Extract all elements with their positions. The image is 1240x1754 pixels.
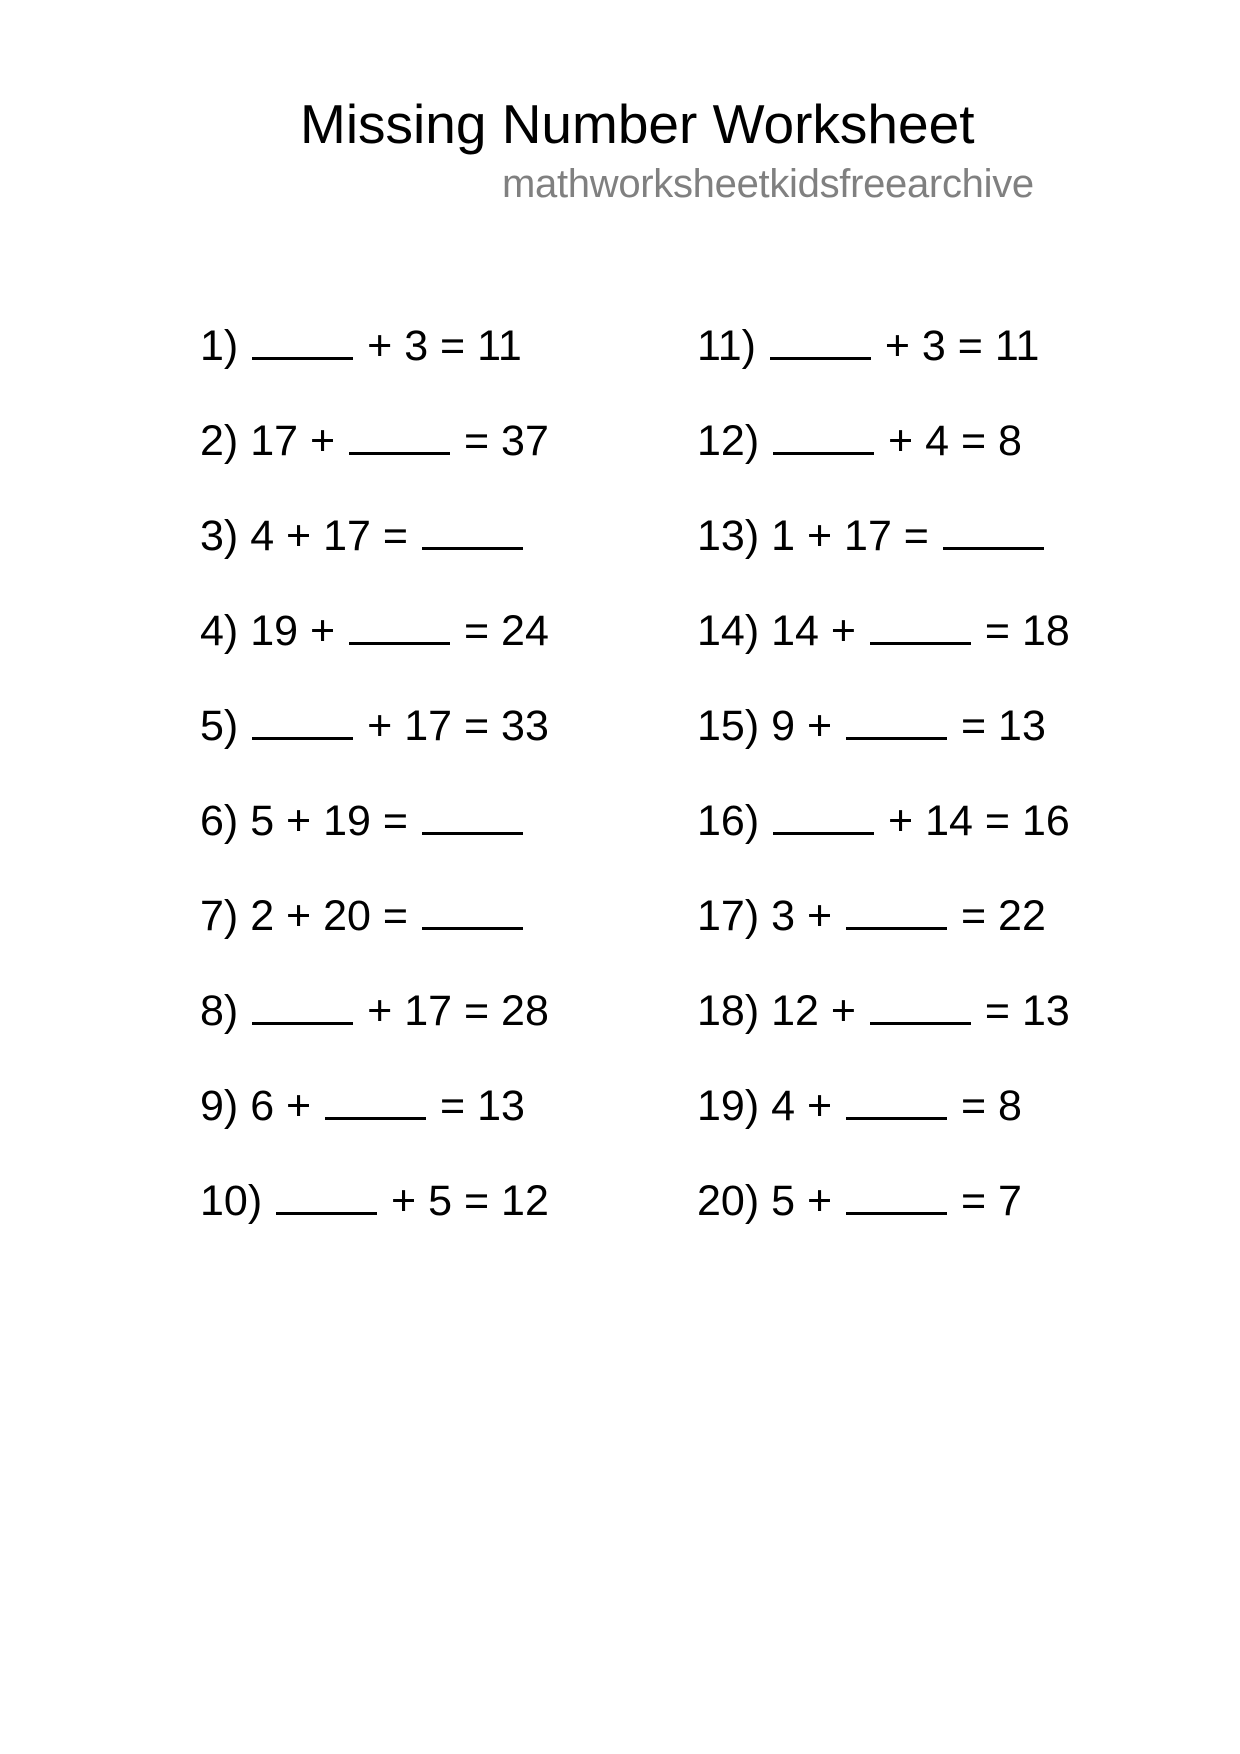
page-subtitle: mathworksheetkidsfreearchive bbox=[502, 162, 1034, 206]
problem-left-expression: 19 + bbox=[250, 607, 348, 655]
problem-column-left bbox=[200, 322, 549, 1292]
problem-item bbox=[697, 322, 1070, 417]
answer-blank[interactable] bbox=[422, 897, 523, 930]
answer-blank[interactable] bbox=[943, 517, 1044, 550]
problem-number: 7) bbox=[200, 892, 251, 940]
problem-item bbox=[697, 417, 1070, 512]
problem-number: 16) bbox=[697, 797, 772, 845]
problem-number: 3) bbox=[200, 512, 251, 560]
answer-blank[interactable] bbox=[846, 707, 947, 740]
problem-item bbox=[200, 512, 549, 607]
answer-blank[interactable] bbox=[770, 327, 871, 360]
problem-number: 13) bbox=[697, 512, 772, 560]
problem-left-expression: 6 + bbox=[250, 1082, 324, 1130]
problem-right-expression: + 3 = 11 bbox=[355, 322, 522, 370]
problem-left-expression: 4 + bbox=[771, 1082, 845, 1130]
problem-number: 4) bbox=[200, 607, 251, 655]
problem-item bbox=[200, 417, 549, 512]
problem-right-expression: = 13 bbox=[949, 702, 1046, 750]
page-title bbox=[0, 92, 1240, 156]
problem-item bbox=[697, 987, 1070, 1082]
problem-number: 6) bbox=[200, 797, 251, 845]
problem-left-expression: 5 + bbox=[771, 1177, 845, 1225]
problem-left-expression: 1 + 17 = bbox=[771, 512, 941, 560]
problem-left-expression: 12 + bbox=[771, 987, 868, 1035]
problem-number: 1) bbox=[200, 322, 251, 370]
problem-left-expression: 4 + 17 = bbox=[250, 512, 420, 560]
problem-right-expression: + 17 = 28 bbox=[355, 987, 549, 1035]
answer-blank[interactable] bbox=[276, 1182, 377, 1215]
page-title-text: Missing Number Worksheet bbox=[300, 93, 975, 155]
problem-right-expression: = 8 bbox=[949, 1082, 1022, 1130]
problem-number: 15) bbox=[697, 702, 772, 750]
answer-blank[interactable] bbox=[349, 612, 450, 645]
problem-number: 10) bbox=[200, 1177, 275, 1225]
answer-blank[interactable] bbox=[846, 1182, 947, 1215]
problem-item bbox=[200, 322, 549, 417]
problem-right-expression: + 17 = 33 bbox=[355, 702, 549, 750]
answer-blank[interactable] bbox=[252, 992, 353, 1025]
problem-item bbox=[200, 797, 549, 892]
problem-number: 14) bbox=[697, 607, 772, 655]
problem-number: 9) bbox=[200, 1082, 251, 1130]
problem-number: 11) bbox=[697, 322, 768, 370]
problem-number: 18) bbox=[697, 987, 772, 1035]
problem-number: 20) bbox=[697, 1177, 772, 1225]
problem-right-expression: = 7 bbox=[949, 1177, 1022, 1225]
problem-right-expression: = 37 bbox=[452, 417, 549, 465]
problem-left-expression: 5 + 19 = bbox=[250, 797, 420, 845]
problem-right-expression: + 3 = 11 bbox=[872, 322, 1040, 370]
answer-blank[interactable] bbox=[252, 327, 353, 360]
answer-blank[interactable] bbox=[773, 802, 874, 835]
problem-item bbox=[200, 607, 549, 702]
problem-number: 8) bbox=[200, 987, 251, 1035]
problem-right-expression: = 24 bbox=[452, 607, 549, 655]
problem-right-expression: + 14 = 16 bbox=[876, 797, 1070, 845]
problem-column-right bbox=[697, 322, 1070, 1292]
problem-number: 2) bbox=[200, 417, 251, 465]
problem-right-expression: = 13 bbox=[972, 987, 1070, 1035]
problem-item bbox=[697, 797, 1070, 892]
problem-right-expression: = 13 bbox=[428, 1082, 525, 1130]
problem-number: 5) bbox=[200, 702, 251, 750]
answer-blank[interactable] bbox=[422, 802, 523, 835]
problem-right-expression: = 22 bbox=[949, 892, 1046, 940]
answer-blank[interactable] bbox=[846, 1087, 947, 1120]
problem-item bbox=[697, 892, 1070, 987]
answer-blank[interactable] bbox=[846, 897, 947, 930]
problem-left-expression: 2 + 20 = bbox=[250, 892, 420, 940]
problem-right-expression: = 18 bbox=[972, 607, 1070, 655]
problem-item bbox=[200, 702, 549, 797]
answer-blank[interactable] bbox=[870, 612, 971, 645]
problem-left-expression: 17 + bbox=[250, 417, 348, 465]
answer-blank[interactable] bbox=[325, 1087, 426, 1120]
problem-item bbox=[697, 607, 1070, 702]
answer-blank[interactable] bbox=[773, 422, 874, 455]
problem-number: 12) bbox=[697, 417, 772, 465]
answer-blank[interactable] bbox=[349, 422, 450, 455]
problem-number: 19) bbox=[697, 1082, 772, 1130]
problem-item bbox=[200, 987, 549, 1082]
answer-blank[interactable] bbox=[252, 707, 353, 740]
problem-right-expression: + 5 = 12 bbox=[379, 1177, 549, 1225]
problem-item bbox=[697, 1082, 1070, 1177]
problem-left-expression: 9 + bbox=[771, 702, 845, 750]
answer-blank[interactable] bbox=[422, 517, 523, 550]
problem-item bbox=[697, 512, 1070, 607]
problem-item bbox=[697, 1177, 1070, 1272]
problem-item bbox=[697, 702, 1070, 797]
problem-item bbox=[200, 1082, 549, 1177]
problem-number: 17) bbox=[697, 892, 772, 940]
problem-item bbox=[200, 892, 549, 987]
problem-left-expression: 3 + bbox=[771, 892, 845, 940]
problem-left-expression: 14 + bbox=[771, 607, 868, 655]
problem-right-expression: + 4 = 8 bbox=[876, 417, 1022, 465]
problem-item bbox=[200, 1177, 549, 1272]
answer-blank[interactable] bbox=[870, 992, 971, 1025]
